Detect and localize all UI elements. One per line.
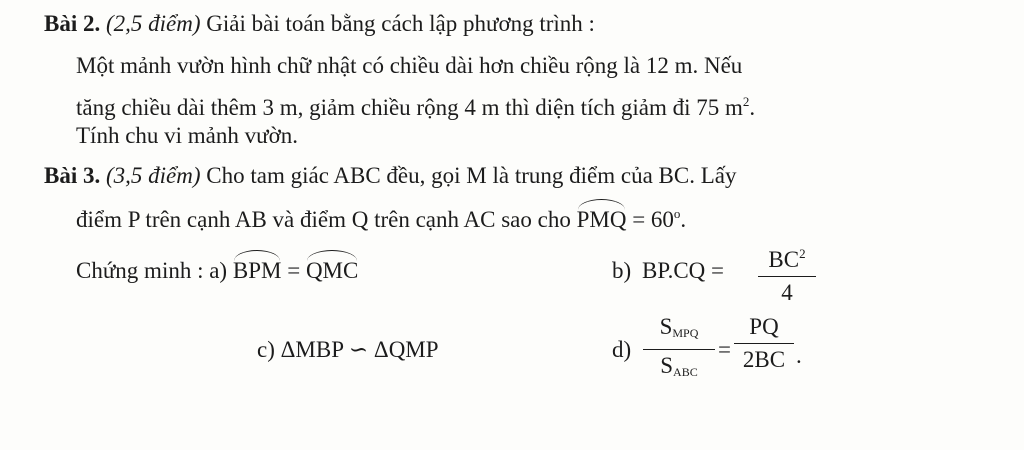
angle-qmc: QMC [305, 258, 359, 283]
bai2-heading: Bài 2. [44, 11, 101, 36]
angle-pmq-value: = 60 [626, 207, 674, 232]
d-num-text: S [659, 314, 673, 339]
bai3-line2-end: . [680, 207, 687, 232]
bai2-line2-text: tăng chiều dài thêm 3 m, giảm chiều rộng 4 m thì diện tích giảm đi 75 m [76, 95, 743, 120]
bai2-line1: Một mảnh vườn hình chữ nhật có chiều dài hơn chiều rộng là 12 m. Nếu [76, 53, 743, 78]
degree-mark: o [673, 206, 681, 221]
bai2-line2 [76, 88, 755, 122]
b-num-sup: 2 [799, 246, 806, 261]
a-equals: = [281, 258, 306, 283]
b-fraction [758, 240, 816, 307]
b-label: b) [612, 258, 632, 283]
d-right-denominator: 2BC [742, 347, 786, 372]
bai3-line2 [76, 200, 686, 234]
b-left: BP.CQ = [642, 258, 725, 283]
prove-a-line [76, 257, 358, 285]
bai2-line3: Tính chu vi mảnh vườn. [76, 123, 299, 148]
b-fraction-bar [758, 276, 816, 277]
d-left-denominator [643, 352, 715, 386]
bai2-heading-line [44, 10, 595, 38]
d-end: . [796, 343, 802, 368]
bai2-line2-sup: 2 [742, 94, 750, 109]
bai3-heading: Bài 3. [44, 163, 101, 188]
bai3-line2-text: điểm P trên cạnh AB và điểm Q trên cạnh AC sao cho [76, 207, 571, 232]
d-label: d) [612, 337, 632, 362]
angle-pmq: PMQ [576, 207, 627, 232]
bai2-points: (2,5 điểm) [105, 11, 201, 36]
b-fraction-numerator [758, 240, 816, 274]
prove-label: Chứng minh : a) [76, 258, 228, 283]
d-right-numerator: PQ [749, 314, 779, 339]
bai3-points: (3,5 điểm) [105, 163, 201, 188]
d-fraction-left [643, 313, 715, 386]
d-fraction-right [734, 313, 794, 374]
bai2-title: Giải bài toán bằng cách lập phương trình : [206, 11, 595, 36]
bai3-heading-line [44, 162, 736, 190]
d-den-sub: ABC [673, 365, 698, 379]
prove-c: c) ΔMBP ∽ ΔQMP [257, 337, 439, 362]
d-equals: = [718, 337, 731, 362]
b-fraction-denominator: 4 [781, 280, 793, 305]
bai3-line1: Cho tam giác ABC đều, gọi M là trung điểm của BC. Lấy [206, 163, 737, 188]
d-left-numerator [643, 313, 715, 347]
d-left-bar [643, 349, 715, 350]
bai2-line2-end: . [749, 95, 756, 120]
d-den-text: S [660, 353, 674, 378]
angle-bpm: BPM [232, 258, 282, 283]
d-right-bar [734, 343, 794, 344]
d-num-sub: MPQ [672, 326, 699, 340]
b-num-text: BC [768, 247, 800, 272]
